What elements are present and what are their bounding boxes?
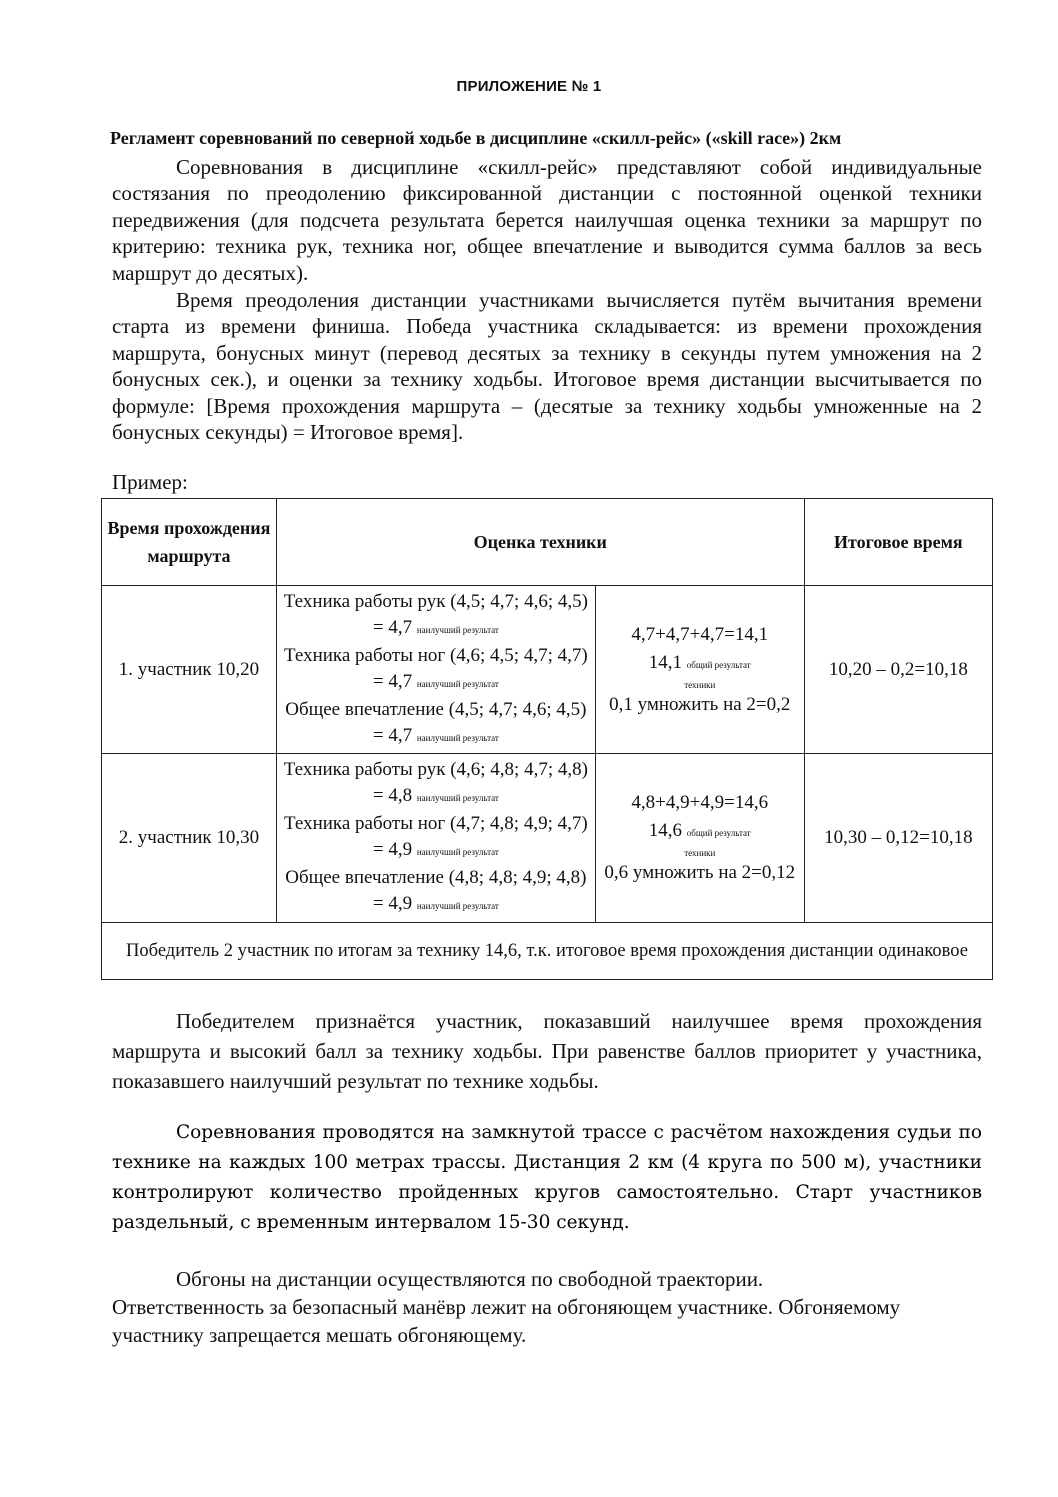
tech-score-line	[281, 757, 591, 811]
winner-cell: Победитель 2 участник по итогам за технику 14,6, т.к. итоговое время прохождения дистанции одинаковое	[102, 923, 993, 980]
total-technique	[600, 649, 800, 679]
sum-formula: 4,8+4,9+4,9=14,6	[631, 792, 769, 813]
tech-score-note: наилучший результат	[416, 732, 499, 743]
final-time-cell: 10,20 – 0,2=10,18	[804, 586, 992, 754]
overtaking-line-2: Ответственность за безопасный манёвр лежит на обгоняющем участнике. Обгоняемому	[112, 1295, 901, 1319]
paragraph-time-calculation: Время преодоления дистанции участниками вычисляется путём вычитания времени старта из времени финиша. Победа участника складывается: из времени прохождения маршрута, бонусных минут (перевод десятых за технику в секунды путем умножения на 2 бонусных сек.), и оценки за технику ходьбы. Итоговое время дистанции высчитывается по формуле: [Время прохождения маршрута – (десятые за технику ходьбы умноженные на 2 бонусных секунды) = Итоговое время].	[112, 288, 982, 445]
table-row	[102, 586, 993, 754]
participant-cell: 1. участник 10,20	[102, 586, 277, 754]
total-note-2: техники	[684, 679, 716, 690]
total-technique	[600, 817, 800, 847]
tech-score-line	[281, 589, 591, 643]
table-header-row	[102, 499, 993, 586]
table-row	[102, 754, 993, 923]
tech-score-note: наилучший результат	[416, 901, 499, 911]
overtaking-line-1: Обгоны на дистанции осуществляются по свободной траектории.	[176, 1267, 764, 1291]
tech-score-line	[281, 697, 591, 751]
multiply-text: 0,6 умножить на 2=0,12	[604, 862, 796, 883]
multiply-text: 0,1 умножить на 2=0,2	[609, 693, 791, 715]
overtaking-line-3: участнику запрещается мешать обгоняющему.	[112, 1323, 527, 1347]
total-value: 14,1	[648, 651, 683, 673]
tech-score-line	[281, 643, 591, 697]
tech-score-text: Техника работы рук (4,5; 4,7; 4,6; 4,5) = 4,7	[283, 590, 588, 638]
example-label: Пример:	[112, 470, 188, 494]
tech-score-note: наилучший результат	[416, 793, 499, 803]
header-technique: Оценка техники	[276, 499, 804, 586]
tech-score-line	[281, 865, 591, 919]
sum-formula: 4,7+4,7+4,7=14,1	[631, 623, 769, 645]
tech-score-text: Общее впечатление (4,8; 4,8; 4,9; 4,8) = 4,9	[285, 867, 587, 914]
final-time-cell: 10,30 – 0,12=10,18	[804, 754, 992, 923]
technique-scores-cell	[276, 586, 595, 754]
tech-score-note: наилучший результат	[416, 624, 499, 635]
example-results-table	[101, 498, 993, 980]
tech-score-text: Техника работы ног (4,7; 4,8; 4,9; 4,7) = 4,9	[284, 813, 588, 860]
technique-scores-cell	[276, 754, 595, 923]
paragraph-intro: Соревнования в дисциплине «скилл-рейс» представляют собой индивидуальные состязания по преодолению фиксированной дистанции с постоянной оценкой техники передвижения (для подсчета результата берется наилучшая оценка техники за маршрут по критерию: техника рук, техника ног, общее впечатление и выводится сумма баллов за весь маршрут до десятых).	[112, 155, 982, 285]
header-final: Итоговое время	[804, 499, 992, 586]
technique-sum-cell	[595, 586, 804, 754]
technique-sum-cell	[595, 754, 804, 923]
paragraph-winner-rule: Победителем признаётся участник, показавший наилучшее время прохождения маршрута и высокий балл за технику ходьбы. При равенстве баллов приоритет у участника, показавшего наилучший результат по технике ходьбы.	[112, 1009, 982, 1093]
total-note-2: техники	[684, 848, 716, 858]
paragraph-overtaking	[112, 1265, 982, 1349]
regulation-title: Регламент соревнований по северной ходьбе в дисциплине «скилл-рейс» («skill race») 2км	[110, 128, 842, 148]
tech-score-note: наилучший результат	[416, 678, 499, 689]
tech-score-text: Техника работы ног (4,6; 4,5; 4,7; 4,7) = 4,7	[284, 644, 588, 692]
appendix-heading: ПРИЛОЖЕНИЕ № 1	[456, 78, 602, 95]
participant-cell: 2. участник 10,30	[102, 754, 277, 923]
header-time: Время прохождения маршрута	[102, 499, 277, 586]
paragraph-track: Соревнования проводятся на замкнутой трассе с расчётом нахождения судьи по технике на каждых 100 метрах трассы. Дистанция 2 км (4 круга по 500 м), участники контролируют количество пройденных кругов самостоятельно. Старт участников раздельный, с временным интервалом 15-30 секунд.	[112, 1122, 982, 1233]
tech-score-text: Техника работы рук (4,6; 4,8; 4,7; 4,8) = 4,8	[283, 759, 588, 806]
tech-score-text: Общее впечатление (4,5; 4,7; 4,6; 4,5) = 4,7	[285, 698, 587, 746]
total-note: общий результат	[686, 828, 751, 838]
tech-score-line	[281, 811, 591, 865]
winner-row	[102, 923, 993, 980]
total-note: общий результат	[686, 659, 751, 670]
total-value: 14,6	[648, 820, 683, 841]
tech-score-note: наилучший результат	[416, 847, 499, 857]
